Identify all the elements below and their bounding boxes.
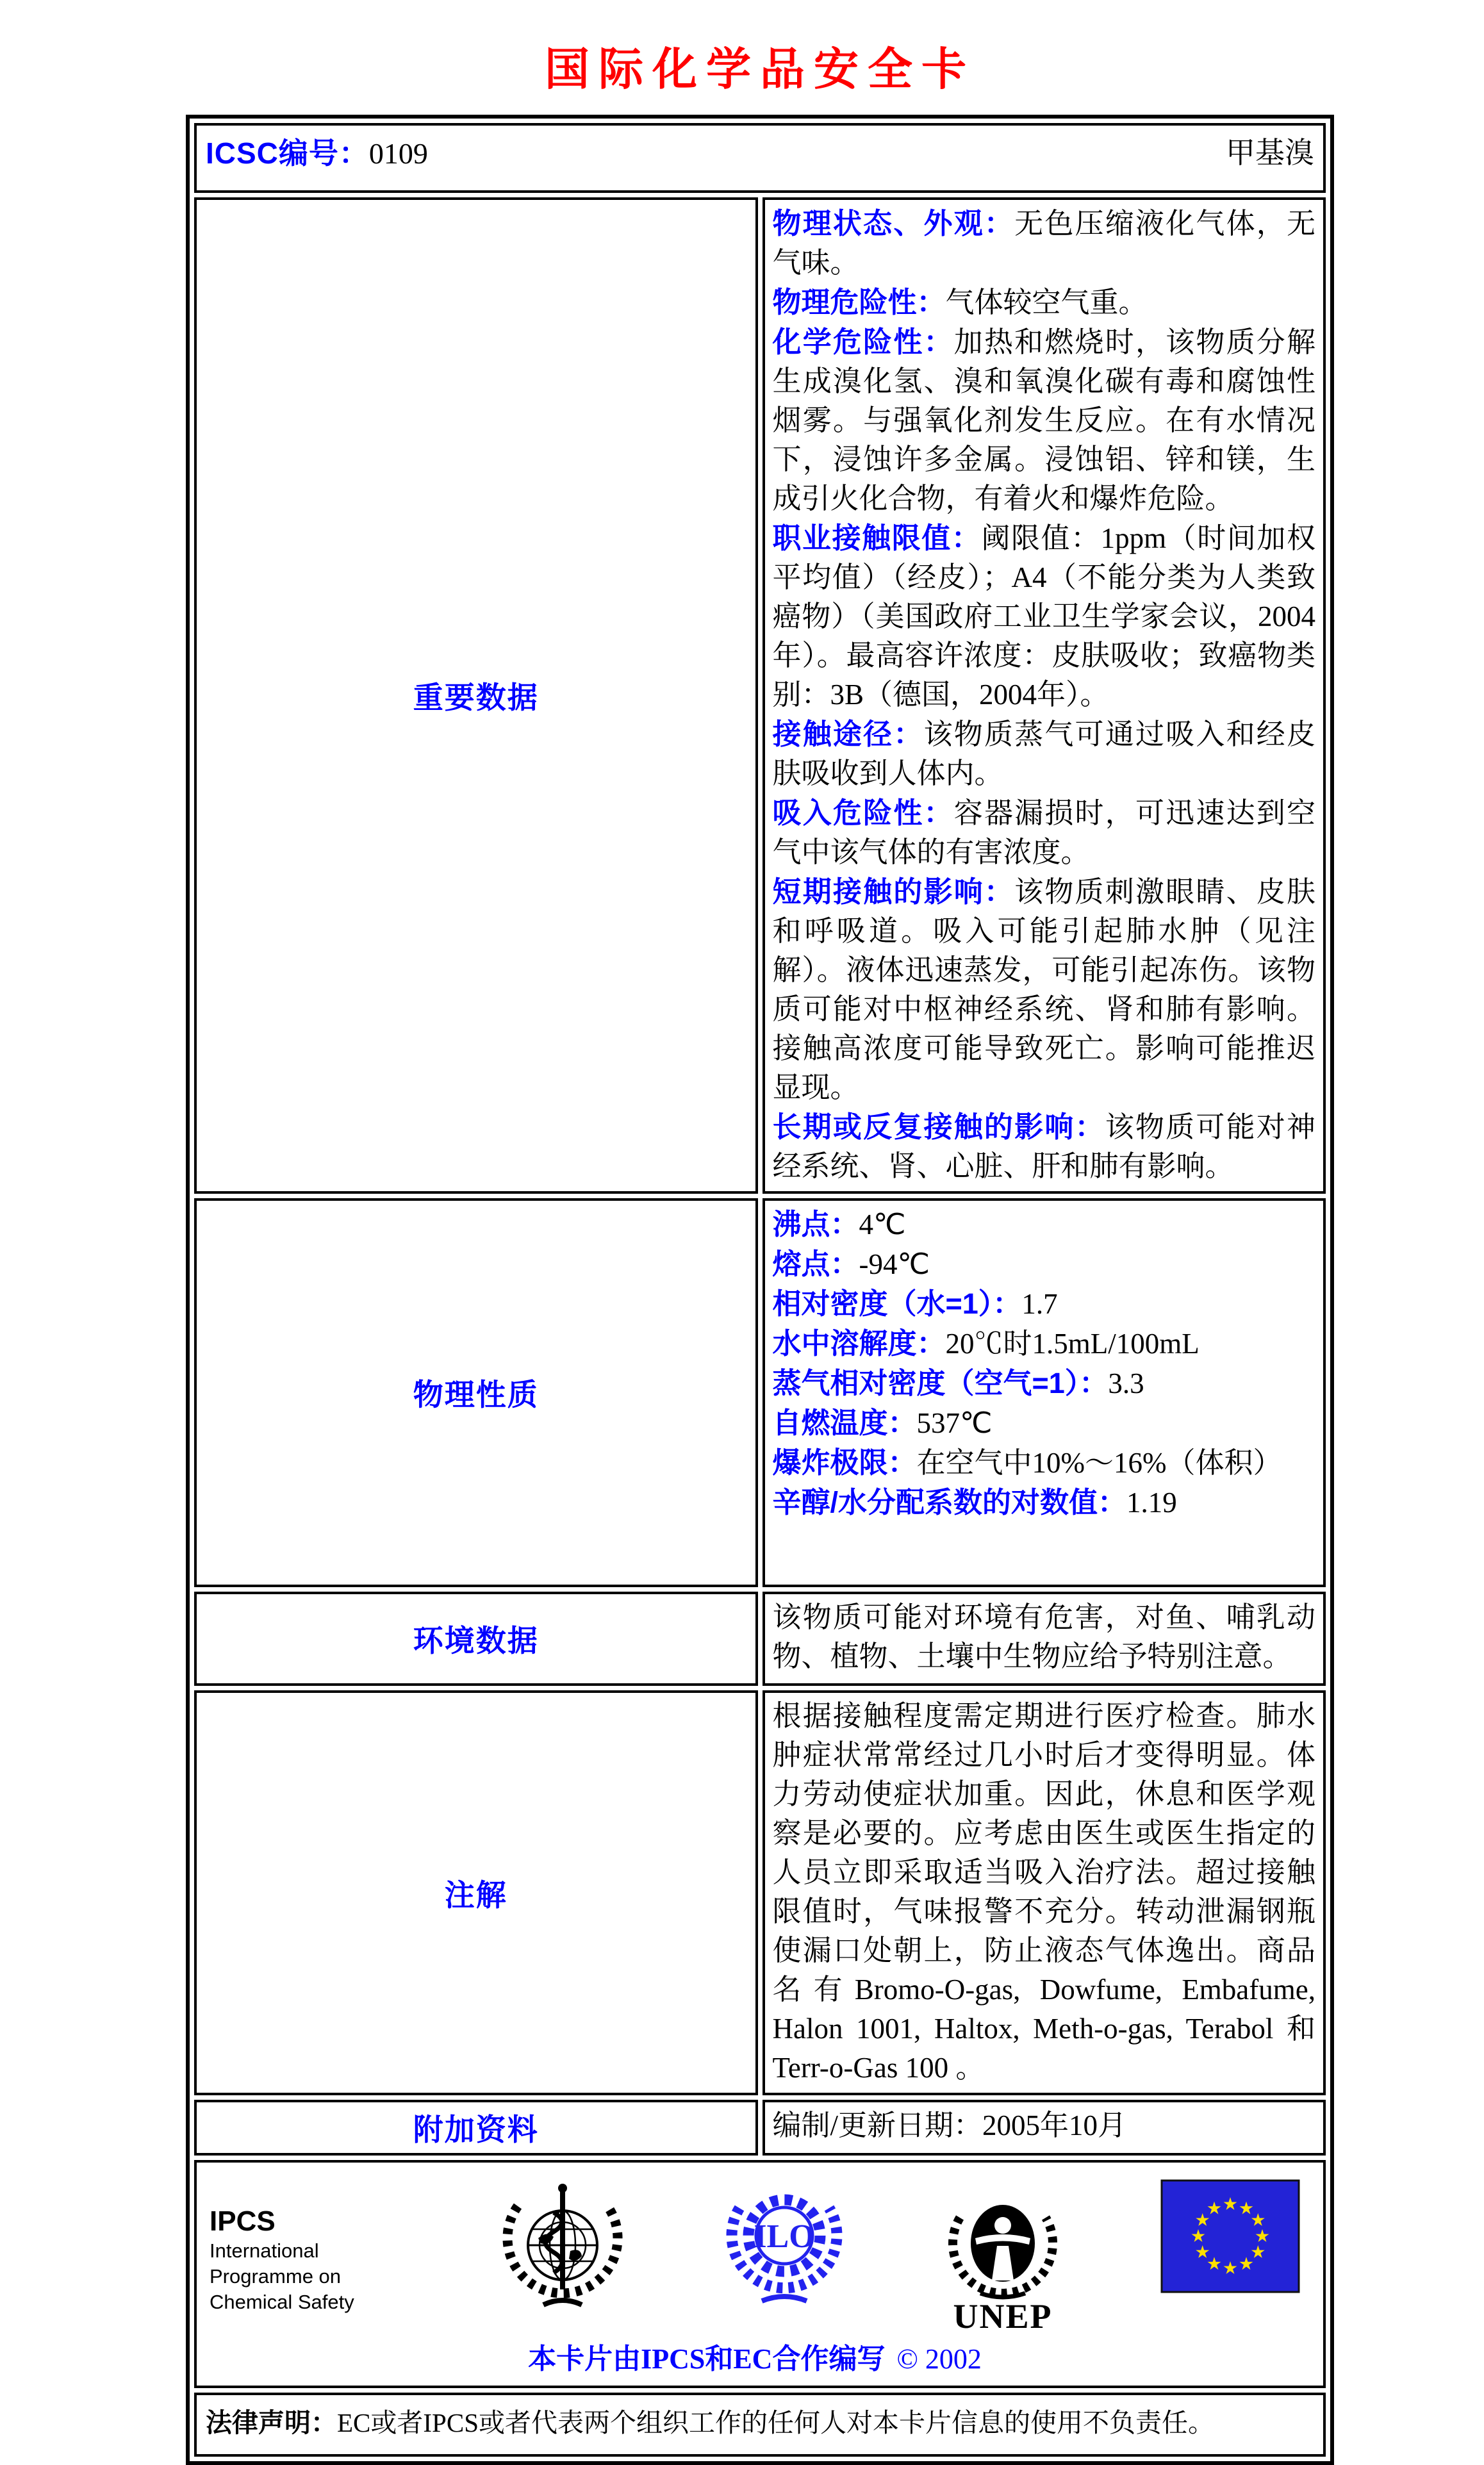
legal-text: EC或者IPCS或者代表两个组织工作的任何人对本卡片信息的使用不负责任。: [337, 2408, 1214, 2437]
additional-info-label: 附加资料: [194, 2100, 758, 2156]
environmental-data-text: 该物质可能对环境有危害，对鱼、哺乳动物、植物、土壤中生物应给予特别注意。: [772, 1601, 1315, 1672]
field-text: 3.3: [1108, 1367, 1144, 1399]
field-text: 1.7: [1021, 1288, 1058, 1320]
environmental-data-content: [763, 1592, 1326, 1686]
physical-properties-content: [763, 1198, 1326, 1587]
field-label: 自燃温度：: [772, 1406, 917, 1439]
field-text: 537℃: [916, 1407, 993, 1439]
field-occupational-limits: [773, 518, 1316, 714]
field-text: 该物质可能对神经系统、肾、心脏、肝和肺有影响。: [772, 1111, 1315, 1182]
field-label: 化学危险性：: [772, 326, 954, 358]
field-physical-danger: [773, 283, 1316, 322]
field-explosive-limits: [773, 1443, 1316, 1483]
notes-text: 根据接触程度需定期进行医疗检查。肺水肿症状常常经过几小时后才变得明显。体力劳动使症状加重。因此，休息和医学观察是必要的。应考虑由医生或医生指定的人员立即采取适当吸入治疗法。超过接触限值时，气味报警不充分。转动泄漏钢瓶使漏口处朝上，防止液态气体逸出。商品名有Bromo-O-gas, Dowfume, Embafume, Halon 1001, Haltox, Meth-o-gas, Terabol 和 Terr-o-Gas 100 。: [772, 1700, 1315, 2084]
field-label: 相对密度（水=1）：: [772, 1287, 1022, 1320]
field-melting-point: [773, 1244, 1316, 1284]
page-title: 国际化学品安全卡: [545, 45, 975, 95]
additional-info-text: 编制/更新日期：2005年10月: [772, 2109, 1127, 2141]
cooperation-caption-text: 本卡片由IPCS和EC合作编写: [528, 2343, 886, 2375]
ipcs-line-3: Chemical Safety: [210, 2291, 354, 2313]
important-data-label: 重要数据: [194, 197, 758, 1194]
field-exposure-routes: [773, 714, 1316, 793]
copyright-text: © 2002: [896, 2343, 982, 2375]
important-data-row: [194, 197, 1326, 1194]
field-label: 短期接触的影响：: [772, 875, 1015, 908]
field-label: 水中溶解度：: [772, 1327, 946, 1360]
logos-row: [194, 2160, 1326, 2388]
field-text: 1.19: [1126, 1487, 1177, 1519]
field-label: 辛醇/水分配系数的对数值：: [772, 1486, 1127, 1519]
environmental-data-label: 环境数据: [194, 1592, 758, 1686]
field-physical-state: [773, 204, 1316, 283]
field-text: 阈限值：1ppm（时间加权平均值）（经皮）；A4（不能分类为人类致癌物）（美国政府工业卫生学家会议，2004年）。最高容许浓度：皮肤吸收；致癌物类别：3B（德国，2004年）。: [772, 522, 1315, 711]
important-data-content: [763, 197, 1326, 1194]
field-inhalation-risk: [773, 793, 1316, 872]
field-text: 容器漏损时，可迅速达到空气中该气体的有害浓度。: [772, 797, 1315, 868]
ipcs-line-1: International: [210, 2239, 319, 2262]
notes-label: 注解: [194, 1690, 758, 2095]
field-short-term-effects: [773, 872, 1316, 1107]
field-text: 无色压缩液化气体，无气味。: [772, 208, 1315, 279]
field-water-solubility: [773, 1324, 1316, 1364]
additional-info-row: [194, 2100, 1326, 2156]
header-row: [194, 123, 1326, 193]
icsc-number-group: [206, 135, 428, 172]
field-label: 沸点：: [772, 1208, 859, 1241]
field-text: 加热和燃烧时，该物质分解生成溴化氢、溴和氧溴化碳有毒和腐蚀性烟雾。与强氧化剂发生反应。在有水情况下，浸蚀许多金属。浸蚀铝、锌和镁，生成引火化合物，有着火和爆炸危险。: [772, 326, 1315, 515]
field-label: 爆炸极限：: [772, 1446, 917, 1479]
who-logo-icon: [499, 2179, 627, 2311]
field-label: 物理状态、外观：: [772, 207, 1015, 240]
cooperation-caption: [210, 2336, 1300, 2377]
additional-info-content: [763, 2100, 1326, 2156]
legal-label: 法律声明：: [206, 2408, 337, 2437]
field-text: 20℃时1.5mL/100mL: [945, 1328, 1200, 1360]
field-vapor-density: [773, 1364, 1316, 1403]
field-octanol-water: [773, 1483, 1316, 1522]
notes-content: [763, 1690, 1326, 2095]
field-text: 4℃: [859, 1208, 906, 1241]
field-label: 接触途径：: [772, 718, 924, 750]
safety-card-table: [186, 115, 1334, 2465]
chemical-name: 甲基溴: [1226, 136, 1314, 169]
physical-properties-label: 物理性质: [194, 1198, 758, 1587]
icsc-number-label: ICSC编号：: [206, 136, 369, 170]
notes-row: [194, 1690, 1326, 2095]
ipcs-line-2: Programme on: [210, 2265, 342, 2288]
header-cell: [194, 123, 1326, 193]
field-boiling-point: [773, 1205, 1316, 1244]
field-text: 气体较空气重。: [945, 286, 1148, 318]
ipcs-acronym: IPCS: [210, 2205, 276, 2237]
logos-cell: [194, 2160, 1326, 2388]
physical-properties-row: [194, 1198, 1326, 1587]
field-chemical-danger: [773, 322, 1316, 518]
environmental-data-row: [194, 1592, 1326, 1686]
ilo-logo-icon: [723, 2179, 845, 2307]
field-text: 该物质刺激眼睛、皮肤和呼吸道。吸入可能引起肺水肿（见注解）。液体迅速蒸发，可能引起冻伤。该物质可能对中枢神经系统、肾和肺有影响。接触高浓度可能导致死亡。影响可能推迟显现。: [772, 876, 1315, 1103]
unep-logo-text: UNEP: [953, 2297, 1053, 2333]
field-label: 蒸气相对密度（空气=1）：: [772, 1367, 1109, 1399]
field-label: 吸入危险性：: [772, 796, 954, 829]
field-long-term-effects: [773, 1107, 1316, 1186]
field-relative-density: [773, 1284, 1316, 1324]
ilo-logo-text: ILO: [754, 2218, 815, 2255]
field-text: 该物质蒸气可通过吸入和经皮肤吸收到人体内。: [772, 718, 1315, 789]
field-autoignition-temp: [773, 1403, 1316, 1443]
ipcs-text-block: [210, 2179, 402, 2315]
eu-flag-icon: [1160, 2179, 1300, 2293]
icsc-number-value: 0109: [368, 137, 428, 170]
field-text: 在空气中10%～16%（体积）: [916, 1447, 1282, 1479]
unep-logo-icon: [942, 2179, 1064, 2333]
field-text: -94℃: [859, 1248, 930, 1280]
field-label: 职业接触限值：: [772, 522, 982, 554]
legal-row: [194, 2393, 1326, 2457]
field-label: 长期或反复接触的影响：: [772, 1110, 1105, 1143]
legal-cell: [194, 2393, 1326, 2457]
field-label: 物理危险性：: [772, 286, 946, 318]
field-label: 熔点：: [772, 1248, 859, 1280]
